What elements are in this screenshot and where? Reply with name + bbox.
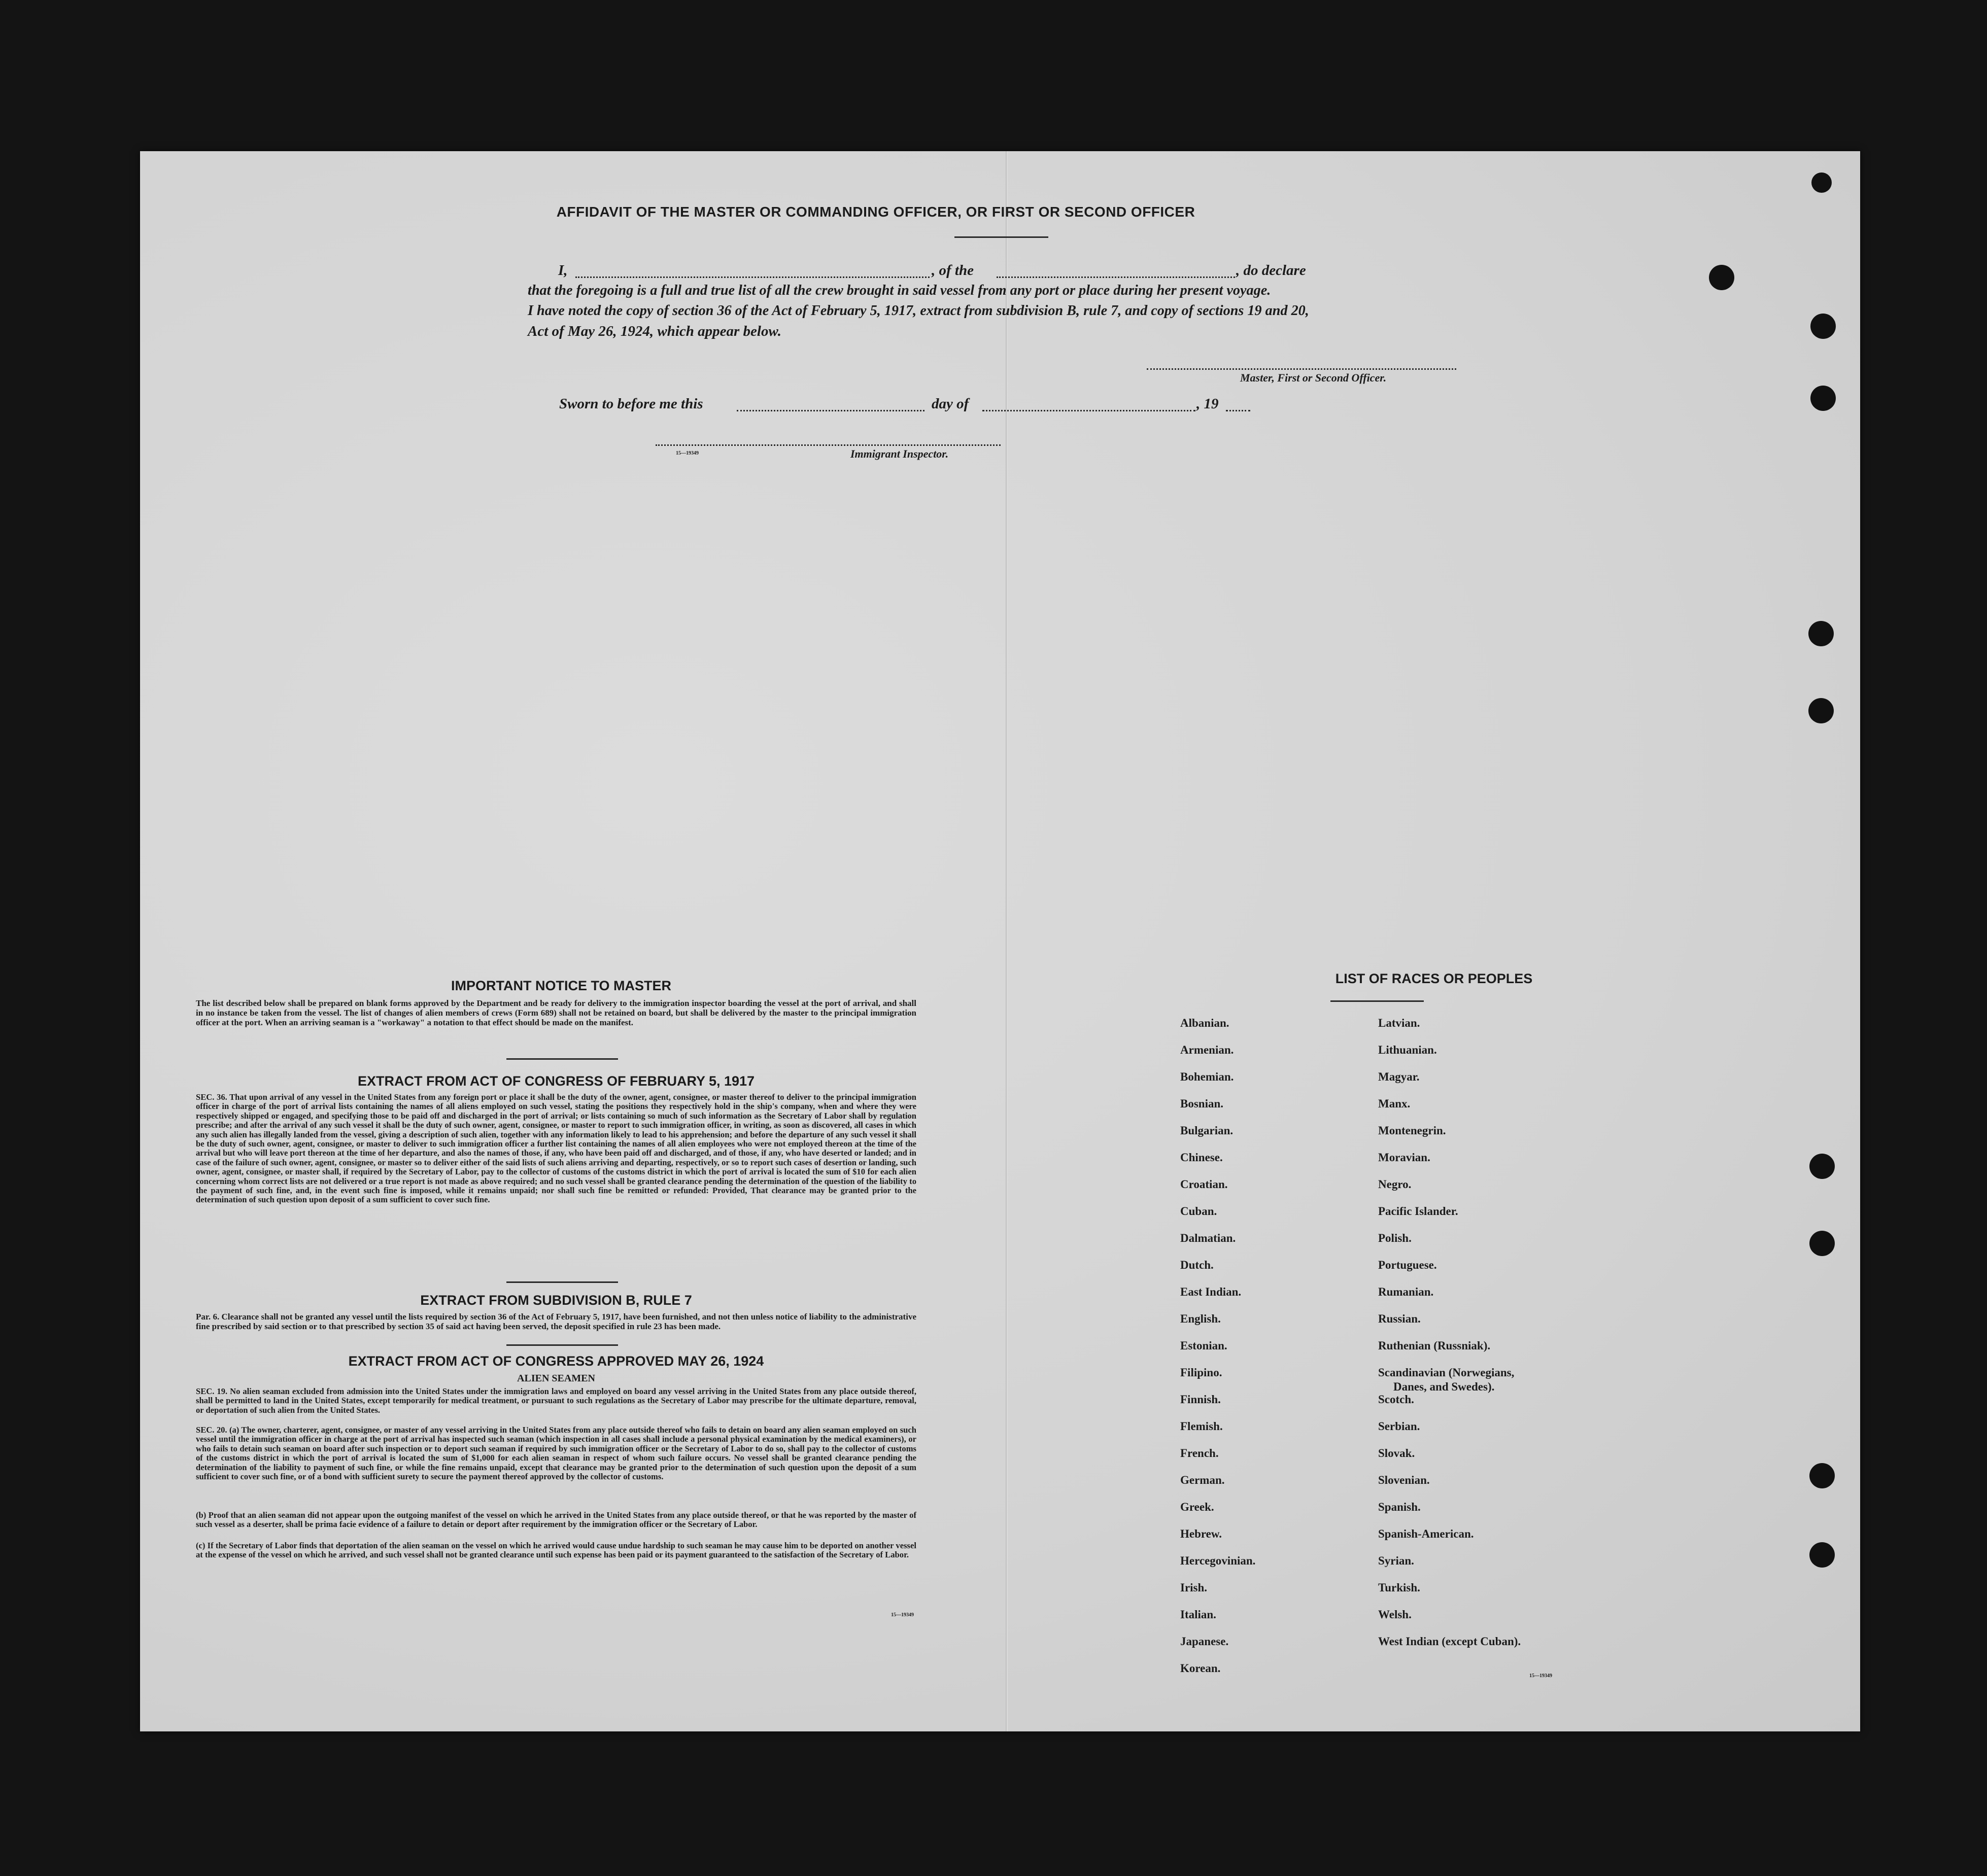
affidavit-of-the: , of the <box>932 262 974 279</box>
binder-hole <box>1808 621 1834 646</box>
race-item: Rumanian. <box>1378 1286 1434 1298</box>
affidavit-title: AFFIDAVIT OF THE MASTER OR COMMANDING OFFICER, OR FIRST OR SECOND OFFICER <box>556 204 1195 220</box>
races-title: LIST OF RACES OR PEOPLES <box>1335 971 1533 986</box>
race-item: Estonian. <box>1180 1339 1227 1352</box>
rule7-rule <box>506 1344 618 1346</box>
extract-1917-rule <box>506 1281 618 1283</box>
document-page <box>140 151 1860 1731</box>
race-item: French. <box>1180 1447 1219 1460</box>
rule7-title: EXTRACT FROM SUBDIVISION B, RULE 7 <box>420 1293 692 1308</box>
sworn-day-field[interactable] <box>737 410 924 411</box>
race-item: Croatian. <box>1180 1178 1228 1191</box>
race-item: English. <box>1180 1312 1221 1325</box>
race-item: East Indian. <box>1180 1286 1242 1298</box>
name-field[interactable] <box>575 276 930 278</box>
master-signature-field[interactable] <box>1147 368 1456 370</box>
race-item: Polish. <box>1378 1232 1412 1244</box>
race-item: Japanese. <box>1180 1635 1229 1648</box>
race-item: Slovenian. <box>1378 1474 1430 1486</box>
race-item: Bulgarian. <box>1180 1124 1234 1137</box>
race-item: Finnish. <box>1180 1393 1221 1406</box>
race-item: Slovak. <box>1378 1447 1415 1460</box>
binder-hole <box>1811 172 1832 193</box>
race-item: Greek. <box>1180 1501 1214 1513</box>
affidavit-line2: that the foregoing is a full and true list of all the crew brought in said vessel from any port or place during her present voyage. <box>528 283 1271 298</box>
notice-title: IMPORTANT NOTICE TO MASTER <box>451 978 671 993</box>
race-item: Lithuanian. <box>1378 1044 1437 1056</box>
race-item: Cuban. <box>1180 1205 1217 1218</box>
extract-1917-text: SEC. 36. That upon arrival of any vessel in the United States from any foreign port or place it shall be the duty of the owner, agent, consignee, or master thereof to deliver to the principal immigration officer in charge of the port of arrival lists containing the names of all aliens employed on such vessel, stating the positions they respectively hold in the ship's company, when and where they were respectively shipped or engaged, and specifying those to be paid off and discharged in the port of arrival; or lists containing so much of such information as the Secretary of Labor shall by regulation prescribe; and after the arrival of any such vessel it shall be the duty of such owner, agent, consignee, or master to report to such immigration officer, in writing, as soon as discovered, all cases in which any such alien has illegally landed from the vessel, giving a description of such alien, together with any information likely to lead to his apprehension; and before the departure of any such vessel it shall be the duty of such owner, agent, consignee, or master to deliver to such immigration officer a further list containing the names of all alien employees who were not employed thereon at the time of the arrival but who will leave port thereon at the time of her departure, and also the names of those, if any, who have been paid off and discharged, and of those, if any, who have deserted or landed; and in case of the failure of such owner, agent, consignee, or master so to deliver either of the said lists of such aliens arriving and departing, respectively, or so to report such cases of desertion or landing, such owner, agent, consignee, or master shall, if required by the Secretary of Labor, pay to the collector of customs of the customs district in which the port of arrival is located the sum of $10 for each alien concerning whom correct lists are not delivered or a true report is not made as above required; and no such vessel shall be granted clearance pending the determination of the question of the liability to the payment of such fine, and, in the event such fine is imposed, while it remains unpaid; nor shall such fine be remitted or refunded: Provided, That clearance may be granted prior to the determination of such question upon deposit of a sum sufficient to cover such fine. <box>196 1092 916 1205</box>
title-rule <box>954 236 1048 238</box>
race-item: Bosnian. <box>1180 1097 1224 1110</box>
notice-rule <box>506 1058 618 1060</box>
races-rule <box>1330 1000 1424 1002</box>
sec20a-text: SEC. 20. (a) The owner, charterer, agent, consignee, or master of any vessel arriving in the United States from any place outside thereof who fails to detain on board any alien seaman employed on such vessel until the immigration officer in charge at the port of arrival has inspected such seaman (which inspection in all cases shall include a personal physical examination by the medical examiners), or who fails to detain such seaman on board after such inspection or to deport such seaman if required by such immigration officer or the Secretary of Labor to do so, shall pay to the collector of customs of the customs district in which the port of arrival is located the sum of $1,000 for each alien seaman in respect of whom such failure occurs. No vessel shall be granted clearance pending the determination of the liability to payment of such fine, or while the fine remains unpaid, except that clearance may be granted prior to the determination of such question upon the deposit of a sum sufficient to cover such fine, or of a bond with sufficient surety to secure the payment thereof approved by the collector of customs. <box>196 1425 916 1482</box>
affidavit-i-label: I, <box>558 262 568 279</box>
race-item: Filipino. <box>1180 1366 1222 1379</box>
race-item: Flemish. <box>1180 1420 1223 1433</box>
race-item: Russian. <box>1378 1312 1421 1325</box>
race-item: Welsh. <box>1378 1608 1412 1621</box>
race-item: Bohemian. <box>1180 1070 1234 1083</box>
race-item: Albanian. <box>1180 1017 1229 1029</box>
race-item: Irish. <box>1180 1581 1208 1594</box>
race-item: Negro. <box>1378 1178 1412 1191</box>
race-item: Hebrew. <box>1180 1527 1222 1540</box>
binder-hole <box>1809 1542 1835 1568</box>
sworn-month-field[interactable] <box>982 410 1195 411</box>
race-item: Armenian. <box>1180 1044 1234 1056</box>
race-item: West Indian (except Cuban). <box>1378 1635 1521 1648</box>
vessel-field[interactable] <box>997 276 1235 278</box>
sworn-label: Sworn to before me this <box>559 396 703 412</box>
race-item: Spanish-American. <box>1378 1527 1474 1540</box>
binder-hole <box>1810 386 1836 411</box>
extract-1924-title: EXTRACT FROM ACT OF CONGRESS APPROVED MAY 26, 1924 <box>348 1353 764 1369</box>
binder-hole <box>1709 265 1734 290</box>
race-item: Portuguese. <box>1378 1259 1437 1271</box>
race-item: Korean. <box>1180 1662 1221 1675</box>
race-item: Latvian. <box>1378 1017 1420 1029</box>
race-item-continuation: Danes, and Swedes). <box>1393 1380 1495 1393</box>
binder-hole <box>1808 698 1834 723</box>
affidavit-line3: I have noted the copy of section 36 of the Act of February 5, 1917, extract from subdivision B, rule 7, and copy of sections 19 and 20, <box>528 303 1309 319</box>
binder-hole <box>1809 1154 1835 1179</box>
race-item: Scotch. <box>1378 1393 1414 1406</box>
race-item: Manx. <box>1378 1097 1411 1110</box>
rule7-text: Par. 6. Clearance shall not be granted any vessel until the lists required by section 36 of the Act of February 5, 1917, have been furnished, and not then unless notice of liability to the administrative fine prescribed by said section or to that prescribed by section 35 of said act having been served, the deposit specified in rule 23 has been made. <box>196 1312 916 1331</box>
inspector-label: Immigrant Inspector. <box>850 447 949 460</box>
race-item: Chinese. <box>1180 1151 1223 1164</box>
binder-hole <box>1809 1231 1835 1256</box>
race-item: Magyar. <box>1378 1070 1420 1083</box>
sec20b-text: (b) Proof that an alien seaman did not appear upon the outgoing manifest of the vessel on which he arrived in the United States from any place outside thereof, or that he was reported by the master of such vessel as a deserter, shall be prima facie evidence of a failure to detain or deport after requirement by the immigration officer or the Secretary of Labor. <box>196 1510 916 1530</box>
race-item: Spanish. <box>1378 1501 1421 1513</box>
center-fold <box>1006 151 1008 1731</box>
race-item: Dalmatian. <box>1180 1232 1236 1244</box>
year-label: , 19 <box>1196 396 1219 412</box>
race-item: Italian. <box>1180 1608 1216 1621</box>
race-item: Moravian. <box>1378 1151 1430 1164</box>
race-item: German. <box>1180 1474 1225 1486</box>
race-item: Pacific Islander. <box>1378 1205 1458 1218</box>
inspector-signature-field[interactable] <box>656 444 1001 446</box>
form-number-left: 15—19349 <box>891 1612 914 1618</box>
day-of-label: day of <box>932 396 969 412</box>
form-number-top: 15—19349 <box>676 450 699 456</box>
race-item: Serbian. <box>1378 1420 1420 1433</box>
race-item: Ruthenian (Russniak). <box>1378 1339 1491 1352</box>
race-item: Hercegovinian. <box>1180 1554 1256 1567</box>
notice-text: The list described below shall be prepared on blank forms approved by the Department and be ready for delivery to the immigration inspector boarding the vessel at the port of arrival, and shall in no instance be taken from the vessel. The list of changes of alien members of crews (Form 689) shall not be retained on board, but shall be delivered by the master to the principal immigration officer at the port. When an arriving seaman is a "workaway" a notation to that effect should be made on the manifest. <box>196 998 916 1027</box>
form-number-right: 15—19349 <box>1529 1673 1552 1679</box>
race-item: Dutch. <box>1180 1259 1214 1271</box>
master-label: Master, First or Second Officer. <box>1240 371 1387 384</box>
race-item: Turkish. <box>1378 1581 1420 1594</box>
binder-hole <box>1809 1463 1835 1488</box>
sec20c-text: (c) If the Secretary of Labor finds that deportation of the alien seaman on the vessel on which he arrived would cause undue hardship to such seaman he may cause him to be deported on another vessel at the expense of the vessel on which he arrived, and such vessel shall not be granted clearance until such expense has been paid or its payment guaranteed to the satisfaction of the Secretary of Labor. <box>196 1541 916 1560</box>
alien-seamen-subtitle: ALIEN SEAMEN <box>517 1373 595 1384</box>
binder-hole <box>1810 314 1836 339</box>
affidavit-line4: Act of May 26, 1924, which appear below. <box>528 323 781 339</box>
race-item: Montenegrin. <box>1378 1124 1446 1137</box>
affidavit-do-declare: , do declare <box>1236 262 1306 279</box>
sworn-year-field[interactable] <box>1226 410 1250 411</box>
extract-1917-title: EXTRACT FROM ACT OF CONGRESS OF FEBRUARY 5, 1917 <box>357 1073 755 1089</box>
race-item: Syrian. <box>1378 1554 1414 1567</box>
race-item: Scandinavian (Norwegians, <box>1378 1366 1515 1379</box>
sec19-text: SEC. 19. No alien seaman excluded from admission into the United States under the immigration laws and employed on board any vessel arriving in the United States from any place outside thereof, shall be permitted to land in the United States, except temporarily for medical treatment, or pursuant to such regulations as the Secretary of Labor may prescribe for the ultimate departure, removal, or deportation of such alien from the United States. <box>196 1386 916 1415</box>
